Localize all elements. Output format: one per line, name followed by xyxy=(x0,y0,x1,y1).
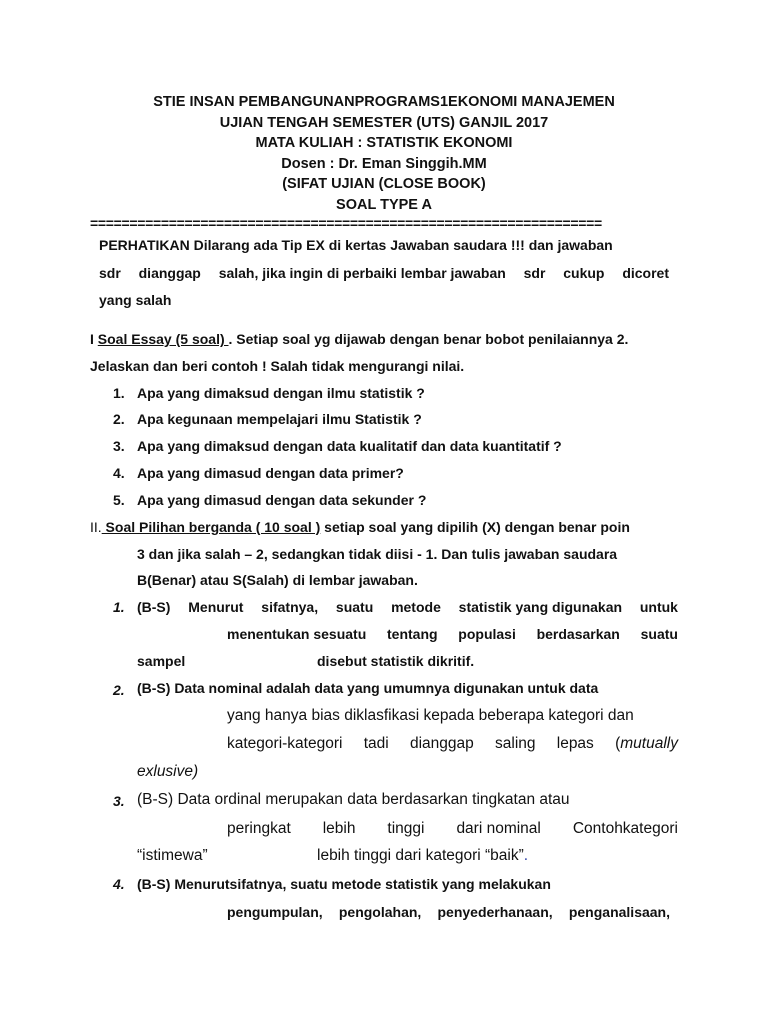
word: pengolahan, xyxy=(338,904,422,920)
mc-instructions-line-3: B(Benar) atau S(Salah) di lembar jawaban. xyxy=(137,572,418,588)
word: penganalisaan, xyxy=(568,904,670,920)
word: statistik yang digunakan xyxy=(458,599,623,615)
notice-word: cukup xyxy=(563,265,605,281)
word: peringkat xyxy=(227,820,291,837)
mc-question-line xyxy=(317,847,528,865)
essay-question-number: 2. xyxy=(113,411,125,427)
mc-question-line: yang hanya bias diklasfikasi kepada beberapa kategori dan xyxy=(227,707,634,724)
lecturer-name: Dosen : Dr. Eman Singgih.MM xyxy=(281,155,487,172)
essay-instructions: . Setiap soal yg dijawab dengan benar bobot penilaiannya 2. xyxy=(228,331,629,347)
mc-heading xyxy=(90,519,630,535)
notice-line-2 xyxy=(99,265,669,281)
mc-question-number: 3. xyxy=(113,793,125,809)
essay-prefix: I xyxy=(90,331,98,347)
word: untuk xyxy=(639,599,678,615)
essay-question: Apa yang dimaksud dengan data kualitatif dan data kuantitatif ? xyxy=(137,438,562,454)
mc-question-line: disebut statistik dikritif. xyxy=(317,653,475,669)
word: suatu xyxy=(335,599,374,615)
word: menentukan sesuatu xyxy=(227,626,367,642)
mc-prefix: II. xyxy=(90,519,102,535)
mc-instructions: setiap soal yang dipilih (X) dengan benar poin xyxy=(320,519,630,535)
mc-question-line xyxy=(137,680,598,698)
notice-word: salah, jika ingin di perbaiki lembar jawaban xyxy=(218,265,506,281)
essay-question: Apa yang dimaksud dengan ilmu statistik ? xyxy=(137,385,425,401)
mc-question-line: (B-S) Data ordinal merupakan data berdasarkan tingkatan atau xyxy=(137,791,570,808)
exam-mode: (SIFAT UJIAN (CLOSE BOOK) xyxy=(282,176,486,192)
word: metode xyxy=(391,599,441,615)
mc-question-line xyxy=(227,626,678,642)
notice-word: dicoret xyxy=(622,265,669,281)
word: kategori-kategori xyxy=(227,735,343,752)
word: dari nominal xyxy=(456,820,541,837)
mc-question-number: 4. xyxy=(113,876,125,892)
mc-question-line xyxy=(227,735,678,753)
essay-question: Apa kegunaan mempelajari ilmu Statistik ? xyxy=(137,411,422,427)
word: pengumpulan, xyxy=(227,904,323,920)
mc-question-line: (B-S) Menurutsifatnya, suatu metode statistik yang melakukan xyxy=(137,876,551,892)
word: tentang xyxy=(387,626,438,642)
mc-question-line: sampel xyxy=(137,653,186,669)
question-type: SOAL TYPE A xyxy=(336,196,432,213)
word: Menurut xyxy=(188,599,244,615)
mc-title: Soal Pilihan berganda ( 10 soal ) xyxy=(101,519,321,535)
word: penyederhanaan, xyxy=(437,904,553,920)
word: lebih xyxy=(322,820,356,837)
essay-question-number: 1. xyxy=(113,385,125,401)
word: Contohkategori xyxy=(572,820,678,837)
notice-word: sdr xyxy=(99,265,121,281)
mc-question-line xyxy=(137,599,678,615)
word: (B-S) xyxy=(137,599,171,615)
word: dianggap xyxy=(409,735,474,752)
essay-title: Soal Essay (5 soal) xyxy=(97,331,229,347)
word: suatu xyxy=(640,626,678,642)
essay-question-number: 3. xyxy=(113,438,125,454)
mc-question-line xyxy=(227,904,670,920)
essay-question: Apa yang dimasud dengan data sekunder ? xyxy=(137,492,427,508)
word: sifatnya, xyxy=(261,599,319,615)
notice-word: sdr xyxy=(523,265,546,281)
essay-question: Apa yang dimasud dengan data primer? xyxy=(137,465,404,481)
notice-word: dianggap xyxy=(138,265,201,281)
exam-header xyxy=(0,92,768,215)
word: populasi xyxy=(458,626,516,642)
mc-question-line xyxy=(227,820,678,838)
paren: ( xyxy=(615,735,621,752)
mc-instructions-line-2: 3 dan jika salah – 2, sedangkan tidak diisi - 1. Dan tulis jawaban saudara xyxy=(137,546,618,562)
mc-question-number: 1. xyxy=(113,599,125,615)
q3-period: . xyxy=(523,847,529,864)
q3-phrase: lebih tinggi dari kategori “baik” xyxy=(317,847,524,864)
divider-rule: ================================================================= xyxy=(90,215,602,231)
course-title: MATA KULIAH : STATISTIK EKONOMI xyxy=(255,135,513,151)
notice-line-1: PERHATIKAN Dilarang ada Tip EX di kertas Jawaban saudara !!! dan jawaban xyxy=(99,237,613,253)
essay-heading xyxy=(90,331,628,347)
word: tinggi xyxy=(387,820,425,837)
institution-title: STIE INSAN PEMBANGUNANPROGRAMS1EKONOMI MANAJEMEN xyxy=(153,94,615,110)
word: saling xyxy=(495,735,536,752)
word: tadi xyxy=(363,735,389,752)
mc-question-number: 2. xyxy=(113,682,125,698)
mc-question-line: “istimewa” xyxy=(137,847,208,864)
mc-question-line: exlusive) xyxy=(137,763,199,780)
word: mutually xyxy=(620,735,678,752)
essay-question-number: 5. xyxy=(113,492,125,508)
q2-line-1: (B-S) Data nominal adalah data yang umumnya digunakan untuk data xyxy=(137,680,599,696)
word: lepas xyxy=(556,735,594,752)
essay-instructions-line-2: Jelaskan dan beri contoh ! Salah tidak mengurangi nilai. xyxy=(90,358,465,374)
essay-question-number: 4. xyxy=(113,465,125,481)
word: berdasarkan xyxy=(536,626,620,642)
exam-title: UJIAN TENGAH SEMESTER (UTS) GANJIL 2017 xyxy=(219,114,549,131)
notice-line-3: yang salah xyxy=(99,292,172,308)
